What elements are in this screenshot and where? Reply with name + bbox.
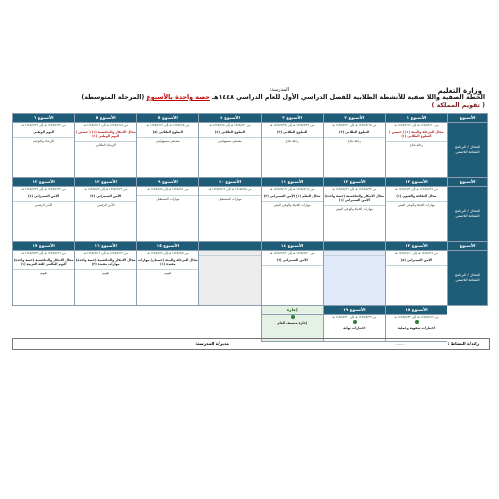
week-dates: من ١٤٤٨/٧/٥ هـ إلى ١٤٤٨/٧/٩ هـ [147, 251, 189, 255]
activity-coordinator-label: رائد/ة النشاط : [447, 341, 479, 346]
week-header [323, 242, 385, 251]
week-number: الأسبوع ١ [406, 115, 427, 120]
week-header [261, 242, 323, 251]
activity-name: اختبارات شفهية وعملية [397, 325, 435, 330]
week-corner-label: الأسبوع [459, 243, 476, 248]
plan-subtitle: ( تقويم المملكة ) [431, 102, 485, 109]
program-name: مهارات الحياة والوعي البيئي [324, 205, 385, 212]
week-cell [385, 187, 447, 242]
activity-name: الأمن السيبراني (٦) [276, 257, 308, 262]
week-number: الأسبوع ٦ [33, 115, 54, 120]
week-header [199, 178, 261, 187]
week-header [75, 242, 137, 251]
activity-name: مجال المرحلة والبيئة (حصتان) مهارات مفيدة (١) [138, 257, 198, 266]
week-number: الأسبوع ١٣ [94, 179, 117, 184]
week-header [385, 178, 447, 187]
week-number: الأسبوع ١٧ [32, 243, 55, 248]
week-cell [137, 251, 199, 306]
program-name: الإرشاد الطلابي [75, 141, 136, 148]
week-header [385, 306, 447, 315]
empty-cell [75, 306, 137, 315]
row-label [448, 251, 488, 306]
row-label-text: المجال / البرنامج [454, 209, 481, 213]
week-dates: من ١٤٤٨/٣/٢٤ هـ إلى ١٤٤٨/٣/٢٨ هـ [269, 123, 315, 127]
activity-name: الأمن السيبراني (٥) [400, 257, 432, 262]
plan-title [81, 94, 485, 101]
empty-cell [13, 306, 75, 315]
empty-corner [448, 306, 488, 315]
program-name: تقويم [137, 269, 198, 276]
plan-title-red: حصة واحدة بالأسبوع [146, 94, 210, 101]
program-name: مهارات الحياة والوعي البيئي [386, 201, 447, 208]
week-cell [13, 123, 75, 178]
week-dates: من ١٤٤٨/٧/١٢ هـ إلى ١٤٤٨/٧/١٦ هـ [83, 251, 128, 255]
week-dates: من ١٤٤٨/٥/١٥ هـ إلى ١٤٤٨/٥/١٩ هـ [269, 187, 315, 191]
signature-bar [12, 338, 490, 350]
week-cell [199, 251, 261, 306]
week-header [323, 178, 385, 187]
week-cell [13, 251, 75, 306]
week-header [137, 242, 199, 251]
week-dates: من ١٤٤٨/٥/١ هـ إلى ١٤٤٨/٥/٥ هـ [147, 187, 189, 191]
program-name [386, 265, 447, 272]
program-name: الأمن الرقمي [13, 201, 74, 208]
activity-name: التطوع الطلابي (٤) [214, 129, 246, 134]
program-name [199, 255, 260, 262]
week-number: الأسبوع ١٦ [94, 243, 117, 248]
week-header [137, 114, 199, 123]
week-cell [261, 251, 323, 306]
week-number: الأسبوع ١٥ [156, 243, 180, 248]
week-number: الأسبوع ١٤ [280, 243, 304, 248]
week-dates: من ١٤٤٨/٧/٢٦ هـ إلى ١٤٤٨/٧/٣٠ هـ [332, 315, 377, 319]
week-corner [448, 178, 488, 187]
week-dates: من ١٤٤٨/٥/٨ هـ إلى ١٤٤٨/٥/١٢ هـ [208, 187, 252, 191]
week-number: الأسبوع ١٩ [343, 307, 366, 312]
week-number: الأسبوع ٣ [282, 115, 303, 120]
week-header [137, 178, 199, 187]
week-dates: من ١٤٤٨/٧/١٩ هـ إلى ١٤٤٨/٧/٢٣ هـ [21, 251, 66, 255]
week-dates: من ١٤٤٨/٤/١ هـ إلى ١٤٤٨/٤/٥ هـ [209, 123, 251, 127]
week-number: الأسبوع ١٣ [405, 243, 428, 248]
program-name: مهارات المستقبل [199, 195, 260, 202]
week-dates: من ١٤٤٨/٦/٦ هـ إلى ١٤٤٨/٦/١٠ هـ [394, 251, 438, 255]
week-cell [385, 123, 447, 178]
week-cell [323, 123, 385, 178]
week-number: الأسبوع ١٢ [32, 179, 55, 184]
program-name: الإرشاد والتوجيه [13, 137, 74, 144]
week-number: الأسبوع ١٨ [405, 307, 428, 312]
row-label-text-2: النشاط اللاصفي [455, 150, 480, 154]
activity-name: مجال المرحلة والبيئة (١) ( حصص ) التطوع الطلابي (١) [389, 129, 444, 138]
week-dates: من ١٤٤٨/٤/٨ هـ إلى ١٤٤٨/٤/١٢ هـ [146, 123, 190, 127]
empty-cell [137, 306, 199, 315]
week-cell [75, 251, 137, 306]
week-cell [75, 187, 137, 242]
week-header [13, 114, 75, 123]
activity-name: الأمن السيبراني (٣) [90, 193, 122, 198]
row-label-text: المجال / البرنامج [454, 273, 481, 277]
week-number: الأسبوع ١٣ [405, 179, 428, 184]
activity-name: مجال الثقافة والفنون (١) [396, 193, 437, 198]
week-corner [448, 242, 488, 251]
activity-coordinator-dots: ...... [396, 341, 404, 346]
schedule-table [12, 113, 488, 342]
holiday-note: إجازة منتصف العام [277, 321, 307, 325]
week-cell [199, 123, 261, 178]
week-dates [199, 251, 260, 252]
week-header [199, 114, 261, 123]
week-header [323, 306, 385, 315]
week-dates [324, 251, 385, 252]
week-cell [137, 187, 199, 242]
program-name: رحلة نجاح [324, 137, 385, 144]
week-header [261, 178, 323, 187]
week-header [75, 178, 137, 187]
week-dates: من ١٤٤٨/٣/١٧ هـ إلى ١٤٤٨/٣/٢١ هـ [332, 123, 377, 127]
activity-name: التطوع الطلابي (٣) [277, 129, 308, 134]
row-label [448, 123, 488, 178]
row-label [448, 187, 488, 242]
program-name: رحلة نجاح [386, 141, 447, 148]
week-cell [261, 187, 323, 242]
week-number: الأسبوع ١١ [280, 179, 304, 184]
week-number: الأسبوع ٢ [344, 115, 365, 120]
program-name [324, 255, 385, 262]
holiday-label: إجازة [286, 307, 298, 312]
week-header [323, 114, 385, 123]
week-corner [448, 114, 488, 123]
week-corner-label: الأسبوع [459, 115, 476, 120]
program-name: رحلة نجاح [262, 137, 323, 144]
ministry-title: وزارة التعليم [437, 87, 482, 95]
week-dates: من ١٤٤٨/٦/٢٠ هـ إلى ١٤٤٨/٦/٢٤ هـ [269, 251, 315, 255]
week-header [385, 242, 447, 251]
activity-name: اليوم الوطني [33, 129, 54, 134]
school-label: المدرسة: [269, 87, 289, 93]
program-name: مصنعي مسؤوليتي [137, 137, 198, 144]
week-number: الأسبوع ٥ [157, 115, 178, 120]
row-label-text-2: النشاط اللاصفي [455, 278, 480, 282]
activity-name: التطوع الطلابي (٥) [152, 129, 183, 134]
week-cell [75, 123, 137, 178]
week-cell [385, 251, 447, 306]
activity-name: اختبارات نهاية [343, 325, 366, 330]
program-name: مهارات الحياة والوعي البيئي [262, 201, 323, 208]
week-header [13, 178, 75, 187]
week-cell [323, 187, 385, 242]
week-dates: من ١٤٤٨/٣/١٠ هـ إلى ١٤٤٨/٣/١٤ هـ [394, 123, 439, 127]
week-number: الأسبوع ٤ [220, 115, 240, 120]
week-number: الأسبوع ٩ [157, 179, 178, 184]
week-cell [137, 123, 199, 178]
program-name [262, 265, 323, 272]
week-cell [323, 251, 385, 306]
week-header [13, 242, 75, 251]
row-label-text: المجال / البرنامج [454, 145, 481, 149]
empty-cell [199, 306, 261, 315]
activity-name: مجال التعلم (١) الأمن السيبراني (٢) [263, 193, 321, 198]
week-number: الأسبوع ١٠ [218, 179, 242, 184]
program-name: الأمن الرقمي [75, 201, 136, 208]
school-director-label: مدير/ة المدرسة: [195, 341, 229, 346]
week-dates: من ١٤٤٨/٧/١٩ هـ إلى ١٤٤٨/٧/٢٣ هـ [394, 315, 439, 319]
week-header [199, 242, 261, 251]
week-dates: من ١٤٤٨/٤/٢٢ هـ إلى ١٤٤٨/٤/٢٦ هـ [21, 187, 66, 191]
program-name: مهارات المستقبل [137, 195, 198, 202]
holiday-header [261, 306, 323, 315]
week-cell [261, 123, 323, 178]
program-name: مصنعي مسؤوليتي [199, 137, 260, 144]
week-cell [199, 187, 261, 242]
week-number: الأسبوع ١٢ [343, 179, 366, 184]
week-number: الأسبوع ٥ [95, 115, 116, 120]
check-icon [415, 320, 419, 324]
week-dates: من ١٤٤٨/٤/١٥ هـ إلى ١٤٤٨/٤/١٩ هـ [83, 123, 128, 127]
program-name: تقويم [75, 269, 136, 276]
week-header [261, 114, 323, 123]
week-dates: من ١٤٤٨/٤/٢٩ هـ إلى ١٤٤٨/٥/٣ هـ [84, 187, 128, 191]
program-name: تقويم [13, 269, 74, 276]
activity-name: مجال الابتكار والتنافسية (حصة واحدة) الأمن السيبراني (١) [324, 193, 385, 202]
week-header [385, 114, 447, 123]
week-header [75, 114, 137, 123]
holiday-icon [291, 315, 295, 319]
week-corner-label: الأسبوع [459, 179, 476, 184]
activity-name: مجال الابتكار والتنافسية (حصة واحدة) مهارات مفيدة (٢) [75, 257, 136, 266]
activity-name: مجال الابتكار والتنافسية (١) ( حصص ) اليوم الوطني (١) [75, 129, 136, 138]
activity-name: الأمن السيبراني (٤) [28, 193, 60, 198]
activity-name: مجال الابتكار والتنافسية (حصة واحدة) اليوم العالمي للغة العربية (١) [13, 257, 74, 266]
check-icon [353, 320, 357, 324]
week-dates: من ١٤٤٨/٤/٢٢ هـ إلى ١٤٤٨/٤/٢٦ هـ [21, 123, 66, 127]
plan-title-end: (المرحلة المتوسطة) [81, 94, 145, 101]
week-dates: من ١٤٤٨/٥/٢٩ هـ إلى ١٤٤٨/٦/٣ هـ [394, 187, 438, 191]
week-dates: من ١٤٤٨/٥/٢٢ هـ إلى ١٤٤٨/٥/٢٦ هـ [332, 187, 377, 191]
week-cell [13, 187, 75, 242]
row-label-text-2: النشاط اللاصفي [455, 214, 480, 218]
plan-title-main: الخطة الصفية واللا صفية للأنشطة الطلابية للفصل الدراسي الأول للعام الدراسي ١٤٤٨هـ [212, 94, 485, 101]
activity-name: التطوع الطلابي (٢) [339, 129, 370, 134]
